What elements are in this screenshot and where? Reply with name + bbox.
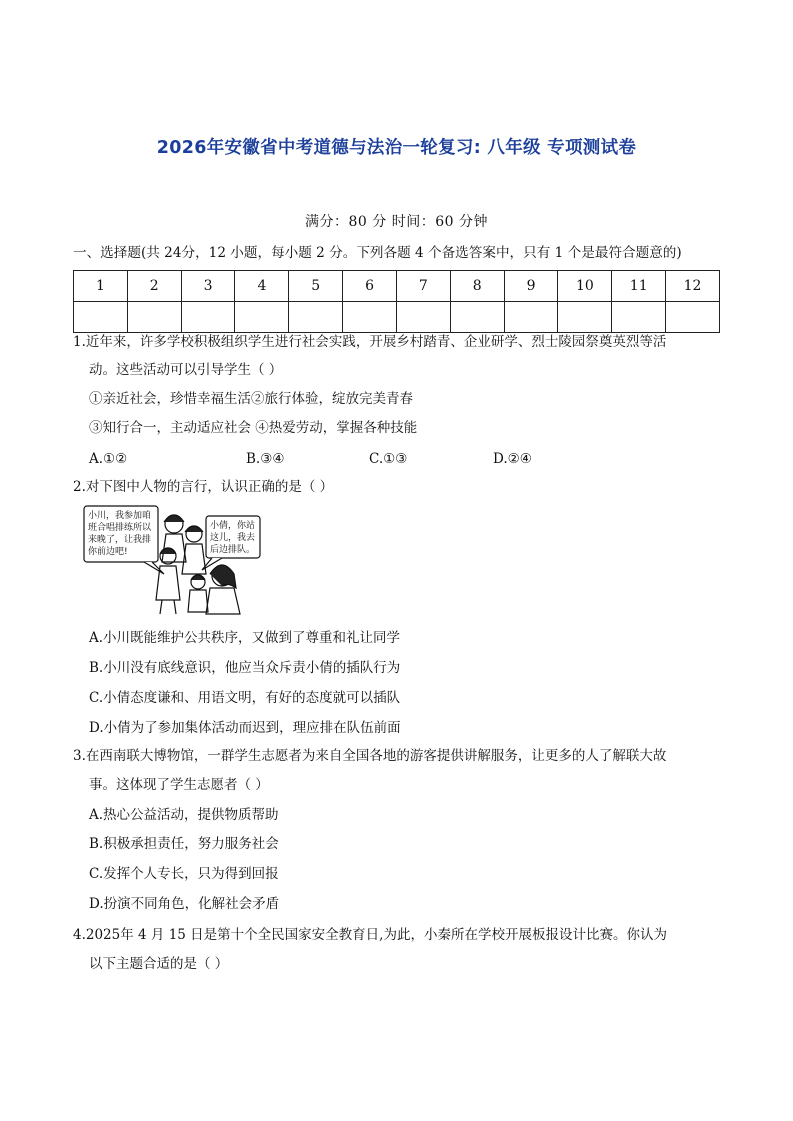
q1-statements-line2: ③知行合一，主动适应社会 ④热爱劳动，掌握各种技能 (89, 420, 418, 436)
section-heading: 一、选择题(共 24分，12 小题，每小题 2 分。下列各题 4 个备选答案中，只有 1 个是最符合题意的) (73, 245, 682, 261)
answer-table-number-row (74, 271, 720, 302)
answer-number: 2 (127, 271, 181, 302)
bubble-left-line: 班合唱排练所以 (88, 523, 152, 533)
answer-cell[interactable] (181, 302, 235, 333)
q2-stem: 2.对下图中人物的言行，认识正确的是（ ） (73, 479, 334, 495)
bubble-right-line: 这儿，我去 (210, 533, 256, 543)
q3-option-c[interactable]: C.发挥个人专长，只为得到回报 (89, 866, 279, 882)
q3-stem-line1: 3.在西南联大博物馆，一群学生志愿者为来自全国各地的游客提供讲解服务，让更多的人了解联大故 (73, 748, 667, 764)
q3-option-b[interactable]: B.积极承担责任，努力服务社会 (89, 836, 279, 852)
answer-number: 9 (504, 271, 558, 302)
bubble-right-line: 后边排队。 (210, 545, 256, 555)
answer-table-blank-row (74, 302, 720, 333)
answer-number: 5 (289, 271, 343, 302)
answer-cell[interactable] (396, 302, 450, 333)
bubble-left-line: 你前边吧! (88, 547, 128, 557)
q3-stem-line2: 事。这体现了学生志愿者（ ） (89, 777, 269, 793)
q1-choice-b[interactable]: B.③④ (246, 451, 285, 467)
answer-number: 1 (74, 271, 128, 302)
answer-number: 6 (343, 271, 397, 302)
q1-stem-line1: 1.近年来，许多学校积极组织学生进行社会实践，开展乡村踏青、企业研学、烈士陵园祭奠英烈等活 (73, 334, 667, 350)
q1-choice-c[interactable]: C.①③ (369, 451, 408, 467)
answer-cell[interactable] (558, 302, 612, 333)
q1-stem-line2: 动。这些活动可以引导学生（ ） (89, 362, 283, 378)
answer-number: 3 (181, 271, 235, 302)
q3-option-d[interactable]: D.扮演不同角色，化解社会矛盾 (89, 896, 280, 912)
answer-number: 7 (396, 271, 450, 302)
q4-stem-line2: 以下主题合适的是（ ） (89, 956, 229, 972)
q2-option-d[interactable]: D.小倩为了参加集体活动而迟到，理应排在队伍前面 (89, 720, 401, 736)
answer-cell[interactable] (450, 302, 504, 333)
bubble-left-line: 来晚了，让我排 (88, 535, 152, 545)
answer-cell[interactable] (74, 302, 128, 333)
answer-number: 10 (558, 271, 612, 302)
q2-option-a[interactable]: A.小川既能维护公共秩序，又做到了尊重和礼让同学 (89, 630, 401, 646)
q4-stem-line1: 4.2025年 4 月 15 日是第十个全民国家安全教育日,为此，小秦所在学校开展板报设计比赛。你认为 (73, 927, 667, 943)
queue-cartoon (82, 504, 272, 616)
bubble-left-line: 小川，我参加咱 (88, 511, 152, 521)
answer-number: 11 (612, 271, 666, 302)
answer-cell[interactable] (504, 302, 558, 333)
q1-choice-a[interactable]: A.①② (89, 451, 128, 467)
answer-cell[interactable] (612, 302, 666, 333)
answer-cell[interactable] (666, 302, 720, 333)
q3-option-a[interactable]: A.热心公益活动，提供物质帮助 (89, 807, 279, 823)
bubble-right-line: 小倩，你站 (210, 521, 256, 531)
answer-cell[interactable] (127, 302, 181, 333)
answer-number: 12 (666, 271, 720, 302)
q2-option-b[interactable]: B.小川没有底线意识，他应当众斥责小倩的插队行为 (89, 660, 401, 676)
q2-option-c[interactable]: C.小倩态度谦和、用语文明，有好的态度就可以插队 (89, 690, 401, 706)
answer-cell[interactable] (289, 302, 343, 333)
q1-choice-d[interactable]: D.②④ (493, 451, 532, 467)
score-time-line: 满分：80 分 时间：60 分钟 (305, 214, 488, 230)
answer-number: 8 (450, 271, 504, 302)
answer-cell[interactable] (235, 302, 289, 333)
page-title: 2026年安徽省中考道德与法治一轮复习: 八年级 专项测试卷 (156, 138, 637, 158)
answer-cell[interactable] (343, 302, 397, 333)
q1-statements-line1: ①亲近社会，珍惜幸福生活②旅行体验，绽放完美青春 (89, 391, 413, 407)
answer-number: 4 (235, 271, 289, 302)
answer-table (73, 270, 720, 333)
